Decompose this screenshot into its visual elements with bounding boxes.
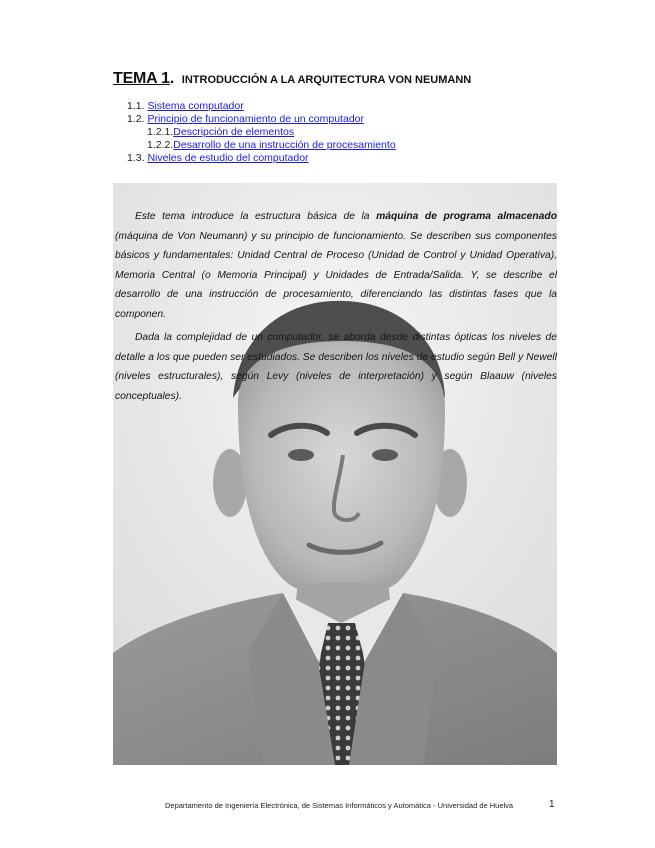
page-number: 1 — [549, 799, 555, 810]
toc-item-number: 1.1. — [127, 100, 145, 112]
toc-item — [127, 139, 396, 152]
toc-item — [127, 152, 396, 165]
abstract-p1-start: Este tema introduce la estructura básica de la — [135, 211, 377, 222]
abstract-paragraph-1 — [115, 207, 557, 324]
abstract-p1-bold: máquina de programa almacenado — [376, 211, 557, 222]
toc-link-principio-funcionamiento[interactable]: Principio de funcionamiento de un computador — [147, 113, 364, 125]
toc-link-sistema-computador[interactable]: Sistema computador — [147, 100, 244, 112]
toc-item-number: 1.2.2. — [147, 139, 174, 151]
toc-item-number: 1.2. — [127, 113, 145, 125]
toc-link-niveles-estudio[interactable]: Niveles de estudio del computador — [147, 152, 309, 164]
toc-item-number: 1.3. — [127, 152, 145, 164]
table-of-contents — [127, 100, 396, 165]
toc-link-descripcion-elementos[interactable]: Descripción de elementos — [173, 126, 295, 138]
tema-separator: . — [169, 70, 175, 87]
toc-item — [127, 100, 396, 113]
page-footer: Departamento de Ingeniería Electrónica, de Sistemas Informáticos y Automática - Universidad de Huelva — [165, 801, 514, 810]
toc-item — [127, 113, 396, 126]
document-title — [113, 70, 573, 88]
abstract-p1-end: (máquina de Von Neumann) y su principio de funcionamiento. Se describen sus componentes básicos y fundamentales: Unidad Central de Proceso (Unidad de Control y Unidad Operativa), Memoria Central (o Memoria Principal) y Unidades de Entrada/Salida. Y, se describe el desarrollo de una instrucción de procesamiento, diferenciando las distintas fases que la componen. — [115, 230, 557, 320]
tema-heading: INTRODUCCIÓN A LA ARQUITECTURA VON NEUMANN — [181, 74, 472, 86]
toc-link-desarrollo-instruccion[interactable]: Desarrollo de una instrucción de procesamiento — [173, 139, 396, 151]
tema-label: TEMA 1 — [113, 70, 170, 87]
toc-item-number: 1.2.1. — [147, 126, 174, 138]
abstract-paragraph-2: Dada la complejidad de un computador, se aborda desde distintas ópticas los niveles de detalle a los que pueden ser estudiados. Se describen los niveles de estudio según Bell y Newell (niveles estructurales), según Levy (niveles de interpretación) y según Blaauw (niveles conceptuales). — [115, 332, 557, 402]
abstract-text — [115, 207, 557, 410]
toc-item — [127, 126, 396, 139]
